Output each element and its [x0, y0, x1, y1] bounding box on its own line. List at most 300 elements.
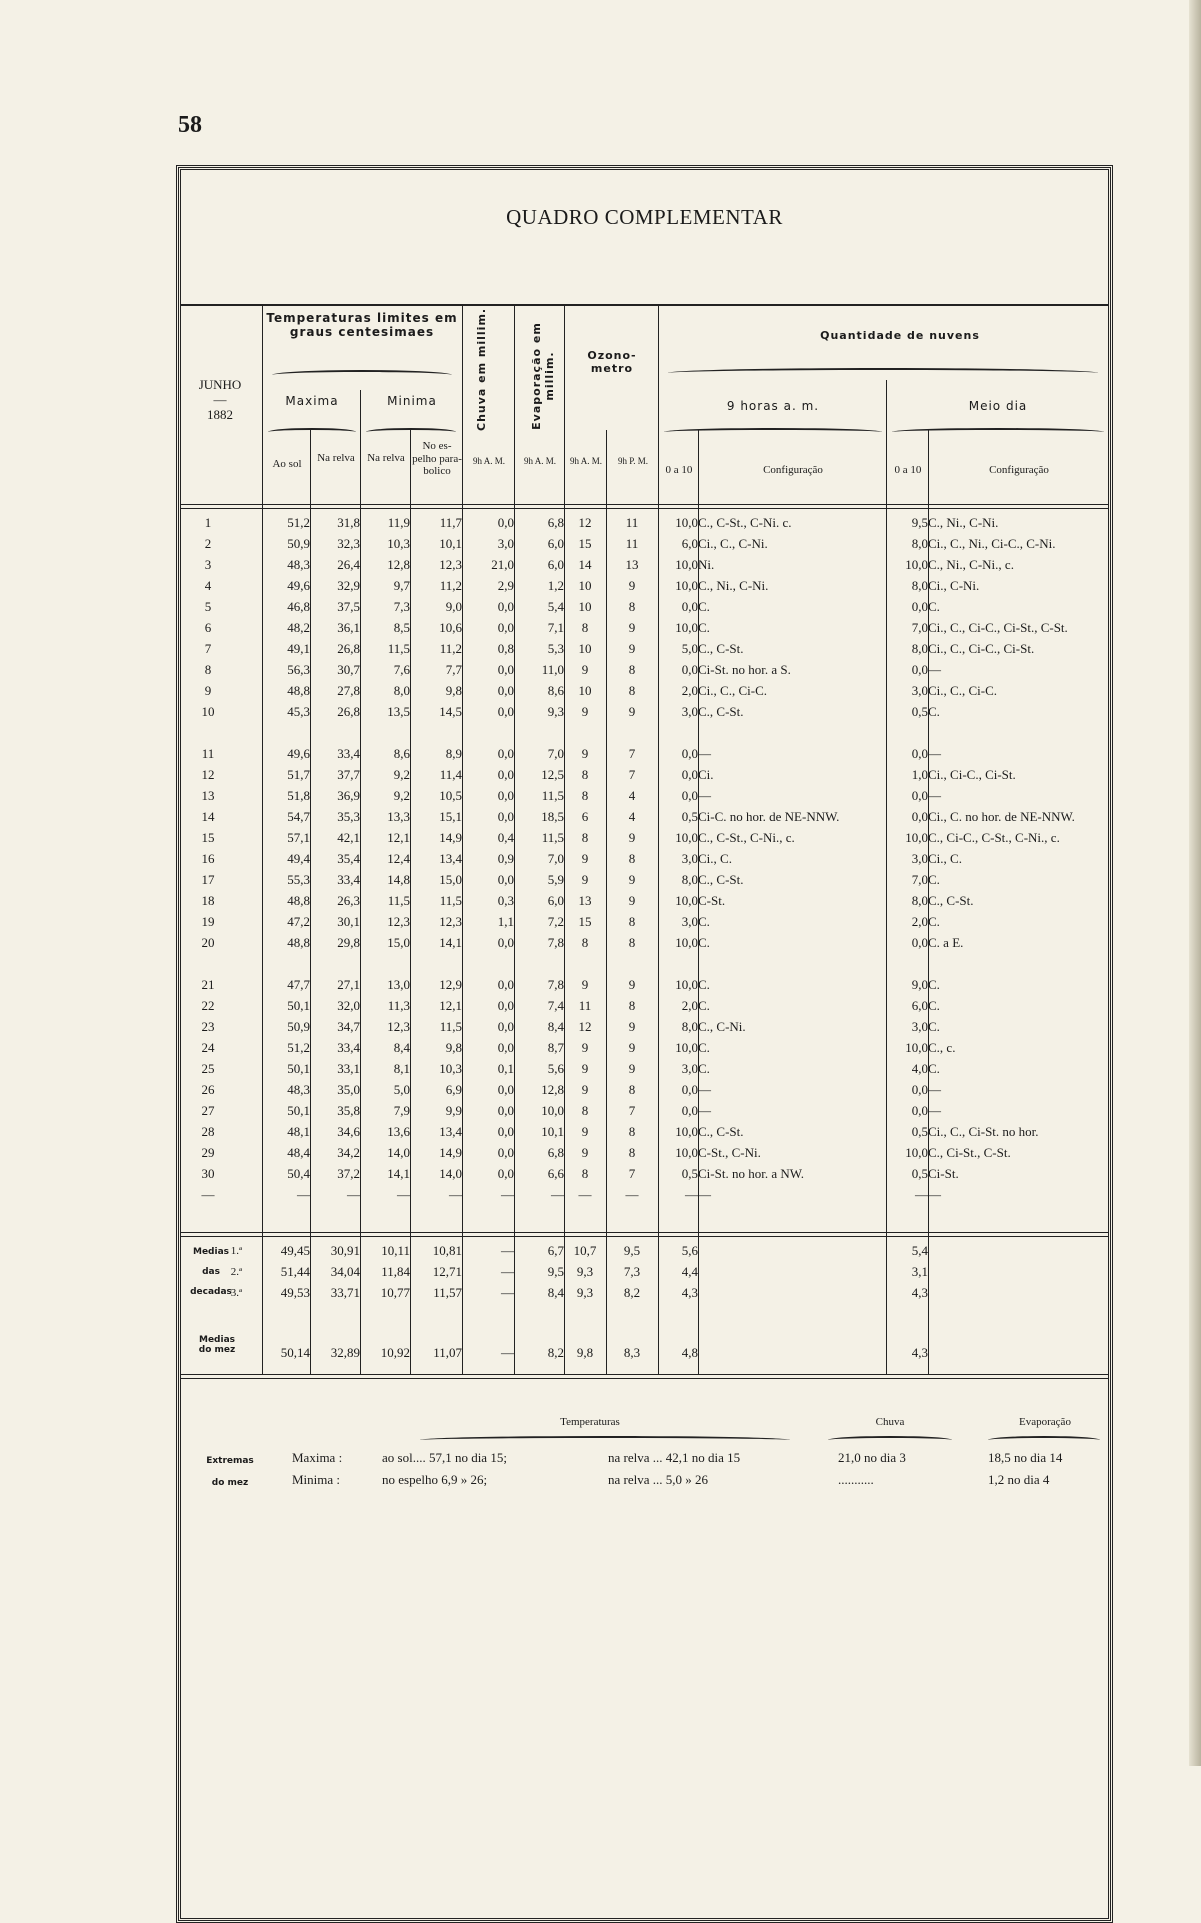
table-cell: 4,8	[681, 1344, 698, 1360]
table-cell: —	[501, 1186, 514, 1202]
table-cell: 5,6	[681, 1242, 698, 1258]
h9am-header-1: 9h A. M.	[472, 456, 505, 466]
table-cell: 9	[581, 871, 589, 887]
table-cell: 37,7	[337, 766, 360, 782]
table-cell: 8	[628, 997, 636, 1013]
nove-horas-brace	[664, 428, 882, 436]
na-relva-min-header: Na relva	[367, 452, 405, 464]
table-cell: —	[928, 745, 941, 761]
table-cell: 11,07	[433, 1344, 462, 1360]
table-cell: 9,0	[445, 598, 462, 614]
table-cell: —	[397, 1186, 410, 1202]
table-cell: 8,4	[547, 1018, 564, 1034]
nuvens-header: Quantidade de nuvens	[820, 329, 980, 342]
medias-row	[180, 1282, 1109, 1303]
table-cell: 9,5	[623, 1242, 641, 1258]
table-cell: 10,0	[675, 619, 698, 635]
table-cell: 8,6	[547, 682, 564, 698]
table-cell: 0,0	[911, 661, 928, 677]
table-cell: 0,0	[497, 682, 514, 698]
table-cell: —	[698, 787, 711, 803]
table-cell: 8	[581, 829, 589, 845]
table-cell: 16	[201, 850, 215, 866]
table-cell: 51,7	[287, 766, 310, 782]
table-cell: 10,0	[675, 1144, 698, 1160]
table-cell: 7,0	[911, 619, 928, 635]
table-cell: 7,8	[547, 976, 564, 992]
table-cell: 14,1	[439, 934, 462, 950]
table-cell: 0,0	[497, 1039, 514, 1055]
table-cell	[928, 1240, 1109, 1261]
h9am-header-2: 9h A. M.	[523, 456, 556, 466]
table-row	[180, 617, 1109, 638]
table-cell: 0,0	[497, 808, 514, 824]
table-cell: C.	[698, 1039, 710, 1055]
table-cell: 9	[204, 682, 212, 698]
table-cell: 7,0	[547, 745, 564, 761]
table-cell: —	[928, 787, 941, 803]
table-cell: 4,3	[681, 1284, 698, 1300]
table-cell: 0,0	[497, 1018, 514, 1034]
table-cell: 9	[628, 1018, 636, 1034]
table-cell: 7,4	[547, 997, 564, 1013]
table-cell: 13,6	[387, 1123, 410, 1139]
table-cell: 10,81	[432, 1242, 462, 1258]
table-cell: 0,0	[497, 745, 514, 761]
table-cell: 3	[204, 556, 212, 572]
table-cell: C.	[928, 976, 940, 992]
table-cell: 9	[628, 703, 636, 719]
table-cell: 33,4	[337, 1039, 360, 1055]
table-cell: 0,0	[497, 514, 514, 530]
table-cell: Ci., C., C-Ni.	[698, 535, 768, 551]
table-cell: 10,0	[541, 1102, 564, 1118]
table-cell: 3,0	[681, 913, 698, 929]
table-cell: 14,5	[439, 703, 462, 719]
table-cell: 32,9	[337, 577, 360, 593]
table-cell: 0,5	[911, 1123, 928, 1139]
table-cell: 8	[628, 1081, 636, 1097]
table-cell: C.	[698, 598, 710, 614]
table-cell: 9,7	[393, 577, 410, 593]
table-cell: Ci., C., Ci-C.	[928, 682, 997, 698]
table-cell: 20	[201, 934, 215, 950]
medias-top-rule-2	[180, 1236, 1109, 1237]
table-cell: 36,9	[337, 787, 360, 803]
mez-block-table	[180, 1342, 1109, 1363]
table-cell: 26,3	[337, 892, 360, 908]
table-cell: Ci-St. no hor. a NW.	[698, 1165, 805, 1181]
table-cell: —	[449, 1186, 462, 1202]
table-cell: 35,4	[337, 850, 360, 866]
table-cell: 0,0	[681, 745, 698, 761]
table-cell: 0,5	[681, 1165, 698, 1181]
table-cell: 0,0	[497, 703, 514, 719]
table-cell: 3.ª	[230, 1286, 242, 1299]
table-cell: 1.ª	[230, 1244, 242, 1257]
table-cell: —	[698, 1102, 711, 1118]
table-cell: 0,9	[497, 850, 514, 866]
table-cell: 47,2	[287, 913, 310, 929]
decadas-block-table	[180, 1240, 1109, 1303]
table-cell: 10,1	[541, 1123, 564, 1139]
table-cell: 1,2	[547, 577, 564, 593]
table-cell: 8,0	[911, 577, 928, 593]
table-cell: 11,9	[387, 514, 410, 530]
table-cell: 6,0	[547, 892, 564, 908]
table-cell: 10	[578, 682, 592, 698]
table-cell: 0,0	[497, 787, 514, 803]
table-cell: 0,0	[911, 1081, 928, 1097]
table-cell: 0,0	[497, 619, 514, 635]
table-row	[180, 1058, 1109, 1079]
table-cell: 11,5	[541, 829, 564, 845]
table-cell: 12,3	[387, 1018, 410, 1034]
minima-header: Minima	[387, 394, 437, 408]
table-cell: 26,8	[337, 640, 360, 656]
medias-bottom-rule	[180, 1374, 1109, 1375]
table-cell: 54,7	[287, 808, 310, 824]
table-cell: 7,3	[393, 598, 410, 614]
table-row	[180, 764, 1109, 785]
table-cell: 0,0	[911, 1102, 928, 1118]
table-cell: 7	[204, 640, 212, 656]
table-cell: 8,5	[393, 619, 410, 635]
table-cell: 5,6	[547, 1060, 564, 1076]
table-cell: 3,0	[911, 1018, 928, 1034]
table-cell: 11,5	[541, 787, 564, 803]
table-cell: 13,3	[387, 808, 410, 824]
table-cell: 7,3	[623, 1263, 641, 1279]
h9am-header-3: 9h A. M.	[569, 456, 602, 466]
table-cell: 10,0	[675, 1039, 698, 1055]
chuva-max: 21,0 no dia 3	[838, 1450, 906, 1465]
table-cell: 10,0	[905, 1144, 928, 1160]
table-cell: 19	[201, 913, 215, 929]
table-cell: 49,53	[280, 1284, 310, 1300]
table-cell: 12,3	[387, 913, 410, 929]
table-cell: Ni.	[698, 556, 715, 572]
table-cell: 26,4	[337, 556, 360, 572]
table-cell: 21,0	[491, 556, 514, 572]
table-cell: 12,3	[439, 556, 462, 572]
table-cell: 14,9	[439, 1144, 462, 1160]
table-cell: 14	[201, 808, 215, 824]
table-cell: 42,1	[337, 829, 360, 845]
table-cell: —	[625, 1186, 639, 1202]
page-title: QUADRO COMPLEMENTAR	[506, 205, 783, 229]
book-spine	[1189, 0, 1201, 1766]
table-cell: 37,2	[337, 1165, 360, 1181]
table-cell: 15	[201, 829, 215, 845]
table-cell: 48,8	[287, 892, 310, 908]
header-bottom-rule	[180, 504, 1109, 505]
table-cell: 8,7	[547, 1039, 564, 1055]
table-cell: C.	[928, 1018, 940, 1034]
table-cell: 30,1	[337, 913, 360, 929]
table-cell: 9	[581, 976, 589, 992]
table-cell: 0,0	[911, 745, 928, 761]
table-cell: 12	[201, 766, 215, 782]
page-number: 58	[178, 112, 202, 138]
table-cell: 49,1	[287, 640, 310, 656]
table-cell: 1,1	[497, 913, 514, 929]
table-cell: 0,0	[681, 766, 698, 782]
table-cell: 10,0	[675, 556, 698, 572]
table-cell: 11,5	[387, 892, 410, 908]
evaporacao-header: Evaporação em millim.	[530, 322, 556, 430]
decade-gap	[180, 953, 1109, 974]
table-cell: 48,1	[287, 1123, 310, 1139]
table-cell: 2,9	[497, 577, 514, 593]
table-row	[180, 1121, 1109, 1142]
table-cell: 0,5	[911, 1165, 928, 1181]
table-cell: 8	[581, 1102, 589, 1118]
table-row	[180, 890, 1109, 911]
table-cell: C., Ni., C-Ni.	[698, 577, 769, 593]
table-cell: 9,0	[911, 976, 928, 992]
table-cell: 7	[628, 1102, 636, 1118]
table-cell: 10,0	[675, 934, 698, 950]
table-cell: 11,84	[381, 1263, 410, 1279]
table-cell: 8,0	[393, 682, 410, 698]
table-cell: 9,3	[576, 1263, 594, 1279]
maxima-brace	[268, 428, 356, 436]
table-cell: 13	[625, 556, 639, 572]
table-cell: 6,0	[681, 535, 698, 551]
min-espelho: no espelho 6,9 » 26;	[382, 1472, 488, 1487]
table-cell: 3,0	[681, 703, 698, 719]
table-cell: 8	[628, 934, 636, 950]
table-cell: 12,4	[387, 850, 410, 866]
table-cell: 51,2	[287, 514, 310, 530]
table-cell: 48,8	[287, 682, 310, 698]
header-bottom-rule-2	[180, 508, 1109, 509]
table-cell: 9,8	[576, 1344, 594, 1360]
temp-group-header: Temperaturas limites em graus centesimaes	[266, 311, 458, 339]
table-cell: 0,0	[681, 787, 698, 803]
table-cell: C.	[698, 997, 710, 1013]
table-row	[180, 827, 1109, 848]
table-row	[180, 1037, 1109, 1058]
table-cell: 26	[201, 1081, 215, 1097]
table-cell: 10,3	[439, 1060, 462, 1076]
table-cell: C., Ci-C., C-St., C-Ni., c.	[928, 829, 1060, 845]
table-cell: 9,5	[547, 1263, 564, 1279]
table-cell: 8,0	[911, 535, 928, 551]
table-cell: 7,6	[393, 661, 410, 677]
table-cell: 3,0	[497, 535, 514, 551]
table-cell: 2.ª	[230, 1265, 242, 1278]
table-cell: 8	[581, 766, 589, 782]
table-cell: 8,4	[393, 1039, 410, 1055]
table-cell: 6,8	[547, 1144, 564, 1160]
table-cell: 21	[201, 976, 215, 992]
table-cell: 11,0	[541, 661, 564, 677]
table-cell	[180, 1342, 262, 1363]
table-cell: Ci., C., Ci-St. no hor.	[928, 1123, 1039, 1139]
table-row	[180, 1163, 1109, 1184]
table-cell: 10,0	[675, 892, 698, 908]
nuvens-brace	[668, 368, 1098, 378]
maxima-header: Maxima	[285, 394, 339, 408]
data-table	[180, 512, 1109, 1205]
table-cell: 8,2	[547, 1344, 564, 1360]
table-row	[180, 806, 1109, 827]
table-cell: 50,1	[287, 1102, 310, 1118]
table-cell: 8,9	[445, 745, 462, 761]
table-cell: 49,45	[280, 1242, 310, 1258]
evap-max: 18,5 no dia 14	[988, 1450, 1063, 1465]
table-cell: 12,8	[541, 1081, 564, 1097]
table-cell: 4,3	[911, 1284, 928, 1300]
table-cell: 8,0	[681, 871, 698, 887]
evaporacao-extremas-header: Evaporação	[1019, 1416, 1071, 1428]
table-cell: 29	[201, 1144, 215, 1160]
table-cell: 11,2	[439, 640, 462, 656]
table-row	[180, 596, 1109, 617]
table-row	[180, 533, 1109, 554]
table-cell: C.	[698, 913, 710, 929]
table-cell: 3,0	[911, 682, 928, 698]
table-cell: 27,1	[337, 976, 360, 992]
table-cell: 12	[578, 514, 592, 530]
table-cell: 13,4	[439, 1123, 462, 1139]
medias-mez-label: Medias do mez	[198, 1335, 236, 1356]
table-cell: 4	[204, 577, 212, 593]
table-cell: 3,0	[681, 1060, 698, 1076]
table-cell: 9	[581, 1123, 589, 1139]
table-cell: Ci., C.	[928, 850, 962, 866]
table-cell: 8	[628, 682, 636, 698]
table-cell: 33,1	[337, 1060, 360, 1076]
table-cell: 35,8	[337, 1102, 360, 1118]
table-cell: C.	[928, 997, 940, 1013]
table-cell: 34,2	[337, 1144, 360, 1160]
table-cell: 8	[581, 934, 589, 950]
table-row	[180, 659, 1109, 680]
table-cell: 9,5	[911, 514, 928, 530]
table-cell: Ci., C., Ci-C., Ci-St.	[928, 640, 1035, 656]
table-cell: 49,6	[287, 745, 310, 761]
configuracao-header-2: Configuração	[989, 464, 1049, 476]
table-cell: C-St., C-Ni.	[698, 1144, 761, 1160]
table-cell: 10,77	[380, 1284, 410, 1300]
table-cell: 10	[201, 703, 215, 719]
table-cell: 11,7	[439, 514, 462, 530]
header-top-rule	[180, 304, 1109, 306]
table-row	[180, 680, 1109, 701]
table-cell: 8	[628, 913, 636, 929]
table-cell: Ci., C-Ni.	[928, 577, 980, 593]
minima-label: Minima :	[292, 1472, 341, 1487]
table-cell: 10,7	[573, 1242, 597, 1258]
table-cell: Ci., C., Ci-C.	[698, 682, 767, 698]
table-cell: 15	[578, 913, 592, 929]
table-cell: 10	[578, 640, 592, 656]
meio-dia-brace	[892, 428, 1104, 436]
table-cell: —	[501, 1284, 514, 1300]
table-cell: 47,7	[287, 976, 310, 992]
table-cell: 8	[628, 1123, 636, 1139]
table-cell: 57,1	[287, 829, 310, 845]
table-cell: 9	[581, 1144, 589, 1160]
table-cell: C.	[698, 619, 710, 635]
table-cell: 10	[578, 598, 592, 614]
table-cell: 48,3	[287, 1081, 310, 1097]
medias-bottom-rule-2	[180, 1378, 1109, 1379]
table-cell: 1,0	[911, 766, 928, 782]
table-cell: 51,44	[280, 1263, 310, 1279]
table-cell: 4,0	[911, 1060, 928, 1076]
table-cell: 6,7	[547, 1242, 564, 1258]
table-cell: 14,8	[387, 871, 410, 887]
table-cell: Ci., C., Ci-C., Ci-St., C-St.	[928, 619, 1068, 635]
table-cell: 10,0	[905, 1039, 928, 1055]
table-cell: 11,5	[439, 1018, 462, 1034]
table-cell: 3,0	[911, 850, 928, 866]
table-cell: C., C-St.	[698, 1123, 744, 1139]
table-cell: 13,5	[387, 703, 410, 719]
table-cell: 29,8	[337, 934, 360, 950]
table-cell: 48,3	[287, 556, 310, 572]
table-cell: 9	[581, 661, 589, 677]
chuva-header: Chuva em millim.	[475, 307, 488, 431]
table-row	[180, 911, 1109, 932]
table-cell: 5,3	[547, 640, 564, 656]
escala-header-1: 0 a 10	[665, 464, 693, 476]
ozonometro-header: Ozono- metro	[587, 349, 637, 375]
table-row	[180, 1142, 1109, 1163]
table-cell: C., C-St.	[698, 640, 744, 656]
table-cell: 0,0	[497, 766, 514, 782]
table-cell: Ci-St. no hor. a S.	[698, 661, 791, 677]
table-cell: 7,2	[547, 913, 564, 929]
table-cell: 28	[201, 1123, 215, 1139]
table-cell: 11,5	[439, 892, 462, 908]
table-cell: 15,0	[387, 934, 410, 950]
table-cell: 11,5	[387, 640, 410, 656]
table-cell: 27	[201, 1102, 215, 1118]
table-cell	[698, 1342, 886, 1363]
table-cell: —	[698, 1186, 711, 1202]
table-cell: 12,3	[439, 913, 462, 929]
table-row	[180, 743, 1109, 764]
table-cell: 9	[581, 1060, 589, 1076]
table-cell: 9	[628, 976, 636, 992]
table-cell: Ci., C. no hor. de NE-NNW.	[928, 808, 1075, 824]
min-relva: na relva ... 5,0 » 26	[608, 1472, 709, 1487]
table-cell: 9	[628, 1060, 636, 1076]
table-cell: 14	[578, 556, 592, 572]
table-cell: C. a E.	[928, 934, 964, 950]
table-cell: 5,4	[547, 598, 564, 614]
table-cell: 8	[581, 787, 589, 803]
table-cell: —	[347, 1186, 360, 1202]
table-cell: C., C-St., C-Ni., c.	[698, 829, 795, 845]
table-cell: 51,2	[287, 1039, 310, 1055]
table-cell: 33,4	[337, 745, 360, 761]
table-cell: 12,9	[439, 976, 462, 992]
table-cell: Ci., Ci-C., Ci-St.	[928, 766, 1016, 782]
table-cell: 33,71	[330, 1284, 360, 1300]
table-cell: 0,4	[497, 829, 514, 845]
table-cell: C., Ni., C-Ni., c.	[928, 556, 1014, 572]
table-cell: —	[501, 1263, 514, 1279]
temperaturas-header: Temperaturas	[560, 1416, 620, 1428]
table-cell: 25	[201, 1060, 215, 1076]
table-cell: 10,0	[675, 1123, 698, 1139]
